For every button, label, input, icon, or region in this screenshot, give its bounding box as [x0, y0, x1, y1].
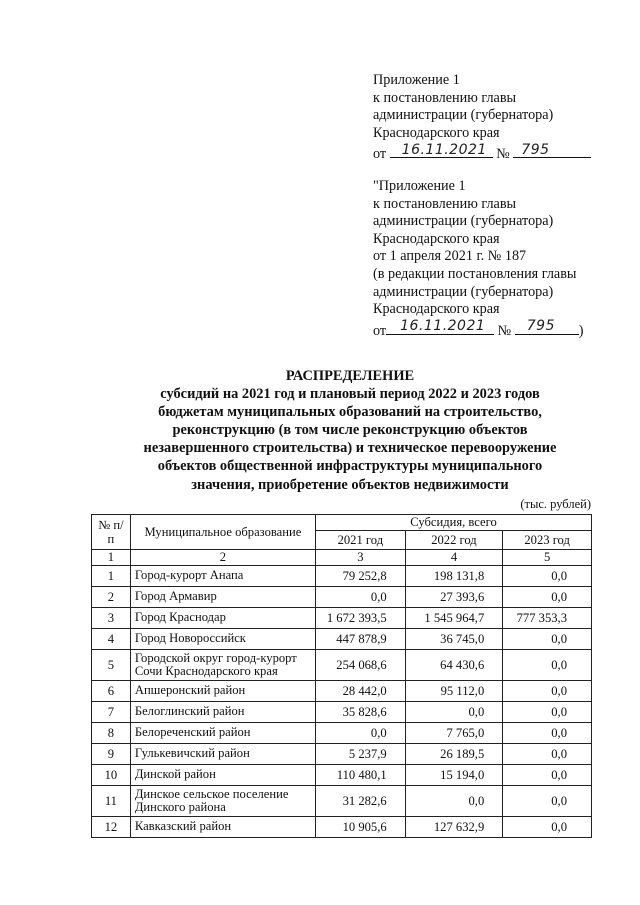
handwritten-number: 795	[521, 141, 550, 158]
municipality-name: Динское сельское поселение Динского района	[130, 786, 315, 817]
appendix-line: Краснодарского края	[373, 124, 500, 141]
row-number: 8	[92, 723, 131, 744]
appendix-date-line	[373, 142, 591, 164]
subsidy-2023: 0,0	[503, 681, 592, 702]
row-number: 6	[92, 681, 131, 702]
subsidy-2021: 110 480,1	[316, 765, 406, 786]
subsidy-2023: 0,0	[503, 566, 592, 587]
subsidy-2022: 198 131,8	[405, 566, 503, 587]
row-number: 10	[92, 765, 131, 786]
table-row	[92, 817, 592, 838]
table-row	[92, 702, 592, 723]
subsidy-2022: 27 393,6	[405, 587, 503, 608]
units-label: (тыс. рублей)	[520, 497, 591, 511]
title-line: бюджетам муниципальных образований на строительство,	[158, 404, 542, 421]
subsidy-2022: 26 189,5	[405, 744, 503, 765]
subsidy-2023: 0,0	[503, 723, 592, 744]
appendix-block-1	[373, 72, 591, 164]
table-row	[92, 723, 592, 744]
subsidy-2021: 31 282,6	[316, 786, 406, 817]
subsidy-2021: 10 905,6	[316, 817, 406, 838]
subsidy-2021: 5 237,9	[316, 744, 406, 765]
row-number: 12	[92, 817, 131, 838]
table-row	[92, 608, 592, 629]
title-line: незавершенного строительства) и техническое перевооружение	[143, 440, 557, 457]
municipality-name: Город-курорт Анапа	[130, 566, 315, 587]
municipality-name: Гулькевичский район	[130, 744, 315, 765]
subsidy-2021: 0,0	[316, 723, 406, 744]
table-row	[92, 587, 592, 608]
column-number: 5	[503, 550, 592, 566]
header-municipality: Муниципальное образование	[130, 515, 315, 550]
date-prefix: от	[373, 322, 387, 339]
municipality-name: Белоглинский район	[130, 702, 315, 723]
subsidy-2022: 1 545 964,7	[405, 608, 503, 629]
header-year-2021: 2021 год	[316, 531, 406, 550]
table-row	[92, 681, 592, 702]
title-line: значения, приобретение объектов недвижимости	[191, 476, 509, 493]
appendix-line: к постановлению главы	[373, 195, 517, 212]
header-year-2022: 2022 год	[405, 531, 503, 550]
appendix-line: к постановлению главы	[373, 89, 517, 106]
column-number: 1	[92, 550, 131, 566]
handwritten-date: 16.11.2021	[401, 141, 487, 158]
row-number: 4	[92, 629, 131, 650]
appendix-line: Краснодарского края	[373, 301, 500, 318]
municipality-name: Апшеронский район	[130, 681, 315, 702]
subsidy-2021: 79 252,8	[316, 566, 406, 587]
title-heading: РАСПРЕДЕЛЕНИЕ	[285, 368, 415, 384]
subsidy-2023: 777 353,3	[503, 608, 592, 629]
subsidy-2023: 0,0	[503, 650, 592, 681]
subsidy-2023: 0,0	[503, 587, 592, 608]
column-number: 2	[130, 550, 315, 566]
subsidy-2021: 0,0	[316, 587, 406, 608]
table-row	[92, 650, 592, 681]
municipality-name: Кавказский район	[130, 817, 315, 838]
row-number: 7	[92, 702, 131, 723]
row-number: 11	[92, 786, 131, 817]
municipality-name: Город Армавир	[130, 587, 315, 608]
subsidy-2021: 28 442,0	[316, 681, 406, 702]
subsidy-table	[91, 514, 592, 838]
municipality-name: Городской округ город-курорт Сочи Краснодарского края	[130, 650, 315, 681]
subsidy-2022: 95 112,0	[405, 681, 503, 702]
date-field	[386, 319, 494, 335]
handwritten-number: 795	[526, 318, 555, 335]
subsidy-2023: 0,0	[503, 817, 592, 838]
column-number: 3	[316, 550, 406, 566]
appendix-line: Приложение 1	[373, 72, 460, 88]
header-subsidy-total: Субсидия, всего	[316, 515, 592, 531]
appendix-block-2	[373, 178, 583, 340]
row-number: 9	[92, 744, 131, 765]
table-row	[92, 566, 592, 587]
row-number: 1	[92, 566, 131, 587]
subsidy-2022: 127 632,9	[405, 817, 503, 838]
date-prefix: от	[373, 146, 387, 163]
row-number: 3	[92, 608, 131, 629]
appendix-line: от 1 апреля 2021 г. № 187	[373, 248, 527, 265]
subsidy-2022: 64 430,6	[405, 650, 503, 681]
title-line: реконструкцию (в том числе реконструкцию объектов	[172, 422, 528, 439]
appendix-line: "Приложение 1	[373, 178, 466, 194]
subsidy-2021: 35 828,6	[316, 702, 406, 723]
municipality-name: Динской район	[130, 765, 315, 786]
subsidy-2023: 0,0	[503, 744, 592, 765]
appendix-line: администрации (губернатора)	[373, 107, 554, 124]
date-field	[390, 142, 493, 158]
table-row	[92, 744, 592, 765]
table-row	[92, 765, 592, 786]
subsidy-2023: 0,0	[503, 786, 592, 817]
number-field	[515, 319, 579, 335]
subsidy-2023: 0,0	[503, 702, 592, 723]
header-year-2023: 2023 год	[503, 531, 592, 550]
subsidy-2023: 0,0	[503, 765, 592, 786]
subsidy-2022: 0,0	[405, 786, 503, 817]
column-number: 4	[405, 550, 503, 566]
number-label: №	[497, 322, 512, 339]
subsidy-2021: 447 878,9	[316, 629, 406, 650]
appendix-date-line	[373, 319, 583, 341]
number-label: №	[496, 146, 510, 163]
table-row	[92, 629, 592, 650]
appendix-line: (в редакции постановления главы	[373, 265, 577, 282]
subsidy-2022: 7 765,0	[405, 723, 503, 744]
subsidy-2022: 0,0	[405, 702, 503, 723]
municipality-name: Белореченский район	[130, 723, 315, 744]
appendix-line: Краснодарского края	[373, 230, 500, 247]
title-line: субсидий на 2021 год и плановый период 2022 и 2023 годов	[160, 386, 540, 403]
row-number: 5	[92, 650, 131, 681]
row-number: 2	[92, 587, 131, 608]
subsidy-2022: 36 745,0	[405, 629, 503, 650]
document-title	[60, 367, 640, 494]
appendix-line: администрации (губернатора)	[373, 283, 554, 300]
appendix-line: администрации (губернатора)	[373, 213, 554, 230]
subsidy-2022: 15 194,0	[405, 765, 503, 786]
number-field	[513, 142, 591, 158]
subsidy-2021: 254 068,6	[316, 650, 406, 681]
municipality-name: Город Краснодар	[130, 608, 315, 629]
handwritten-date: 16.11.2021	[400, 318, 486, 335]
title-line: объектов общественной инфраструктуры муниципального	[157, 458, 543, 475]
header-number: № п/п	[92, 515, 131, 550]
table-row	[92, 786, 592, 817]
subsidy-2023: 0,0	[503, 629, 592, 650]
subsidy-2021: 1 672 393,5	[316, 608, 406, 629]
closing-paren: )	[578, 322, 584, 339]
municipality-name: Город Новороссийск	[130, 629, 315, 650]
